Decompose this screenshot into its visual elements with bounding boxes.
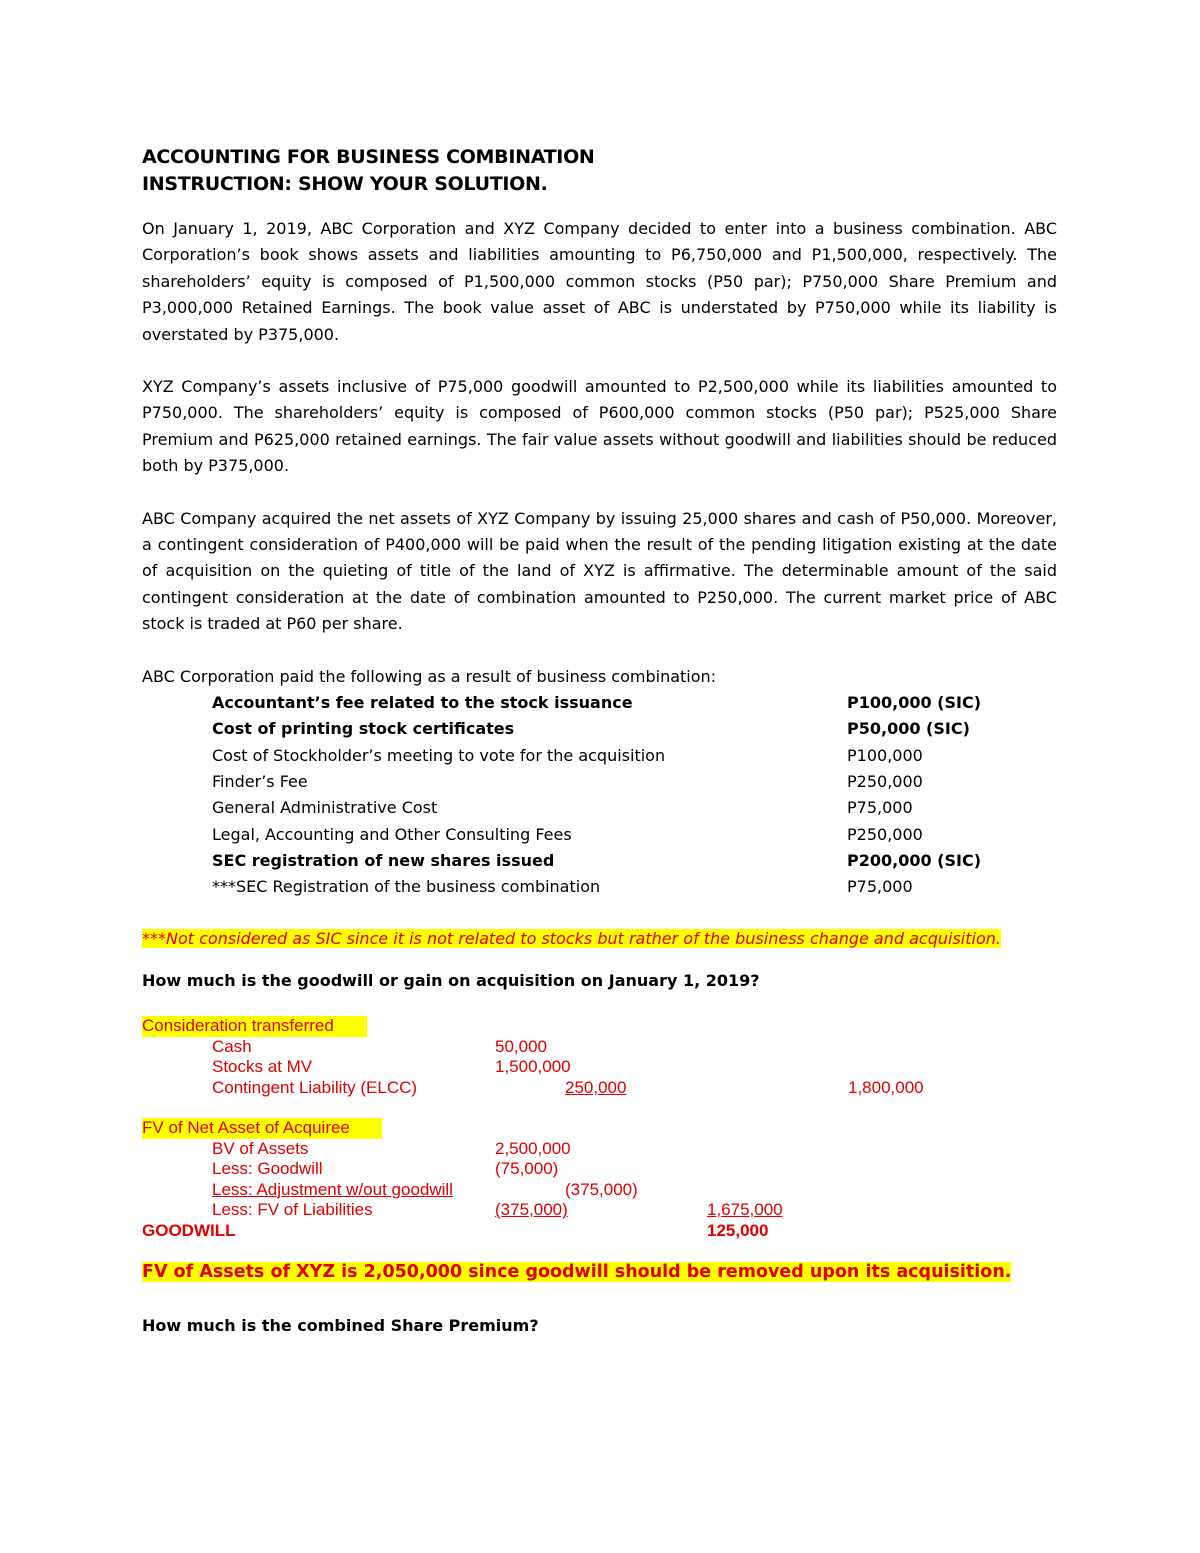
fee-amount: P75,000 xyxy=(847,798,913,818)
fee-label: Accountant’s fee related to the stock issuance xyxy=(212,693,633,713)
adjustment-value: (375,000) xyxy=(565,1179,638,1199)
calc-row xyxy=(142,1221,1057,1242)
fee-row xyxy=(212,795,1057,821)
fee-amount: P100,000 (SIC) xyxy=(847,693,982,713)
stocks-value: 1,500,000 xyxy=(495,1057,571,1077)
fee-amount: P75,000 xyxy=(847,877,913,897)
stocks-label: Stocks at MV xyxy=(212,1057,313,1077)
fee-row xyxy=(212,874,1057,900)
goodwill-computation xyxy=(142,1016,1057,1241)
instruction-line: INSTRUCTION: SHOW YOUR SOLUTION. xyxy=(142,173,548,195)
fv-liabilities-value: (375,000) xyxy=(495,1200,568,1220)
fee-label: SEC registration of new shares issued xyxy=(212,850,555,870)
fee-amount: P250,000 xyxy=(847,771,923,791)
calc-row xyxy=(142,1159,1057,1180)
goodwill-label: GOODWILL xyxy=(142,1220,236,1240)
calc-row xyxy=(142,1078,1057,1099)
fee-row xyxy=(212,848,1057,874)
consideration-total: 1,800,000 xyxy=(848,1077,924,1097)
less-goodwill-value: (75,000) xyxy=(495,1159,559,1179)
fv-assets-callout xyxy=(142,1259,1057,1285)
fees-list xyxy=(212,690,1057,900)
document-body xyxy=(142,144,1057,1339)
adjustment-label: Less: Adjustment w/out goodwill xyxy=(212,1179,453,1199)
question-share-premium: How much is the combined Share Premium? xyxy=(142,1316,539,1336)
paragraph-xyz-details: XYZ Company’s assets inclusive of P75,000 goodwill amounted to P2,500,000 while its liabilities amounted to P750,000. The shareholders’ equity is composed of P600,000 common stocks (P50 par); P525,000 Share Premium and P625,000 retained earnings. The fair value assets without goodwill and liabilities should be reduced both by P375,000. xyxy=(142,377,1057,476)
contingent-value: 250,000 xyxy=(565,1077,627,1097)
fv-net-assets-total: 1,675,000 xyxy=(707,1200,783,1220)
cash-label: Cash xyxy=(212,1036,252,1056)
fee-amount: P200,000 (SIC) xyxy=(847,850,982,870)
calc-row xyxy=(142,1200,1057,1221)
fee-amount: P50,000 (SIC) xyxy=(847,719,970,739)
question-goodwill: How much is the goodwill or gain on acquisition on January 1, 2019? xyxy=(142,971,760,991)
document-title: ACCOUNTING FOR BUSINESS COMBINATION xyxy=(142,146,595,168)
bv-assets-label: BV of Assets xyxy=(212,1138,309,1158)
fee-label: Finder’s Fee xyxy=(212,771,308,791)
fee-amount: P100,000 xyxy=(847,745,923,765)
fee-row xyxy=(212,716,1057,742)
paragraph-acquisition-terms: ABC Company acquired the net assets of XYZ Company by issuing 25,000 shares and cash of P50,000. Moreover, a contingent consideration of P400,000 will be paid when the result of the pending litigation existing at the date of acquisition on the quieting of title of the land of XYZ is affirmative. The determinable amount of the said contingent consideration at the date of combination amounted to P250,000. The current market price of ABC stock is traded at P60 per share. xyxy=(142,508,1057,634)
calc-row xyxy=(142,1016,1057,1037)
sic-note xyxy=(142,926,1057,952)
goodwill-value: 125,000 xyxy=(707,1220,769,1240)
fees-intro: ABC Corporation paid the following as a result of business combination: xyxy=(142,666,717,686)
calc-row xyxy=(142,1118,1057,1139)
bv-assets-value: 2,500,000 xyxy=(495,1138,571,1158)
calc-row xyxy=(142,1180,1057,1201)
callout-text: FV of Assets of XYZ is 2,050,000 since goodwill should be removed upon its acquisition. xyxy=(142,1262,1012,1283)
fee-row xyxy=(212,743,1057,769)
fee-label: General Administrative Cost xyxy=(212,798,438,818)
cash-value: 50,000 xyxy=(495,1036,547,1056)
calc-row xyxy=(142,1037,1057,1058)
fee-amount: P250,000 xyxy=(847,824,923,844)
contingent-label: Contingent Liability (ELCC) xyxy=(212,1077,418,1097)
sic-note-text: ***Not considered as SIC since it is not related to stocks but rather of the business change and acquisition. xyxy=(142,929,1001,949)
fee-label: ***SEC Registration of the business combination xyxy=(212,877,601,897)
consideration-heading: Consideration transferred xyxy=(142,1016,367,1037)
fv-heading: FV of Net Asset of Acquiree xyxy=(142,1118,382,1139)
less-goodwill-label: Less: Goodwill xyxy=(212,1159,323,1179)
calc-row xyxy=(142,1057,1057,1078)
fee-row xyxy=(212,822,1057,848)
fee-label: Legal, Accounting and Other Consulting Fees xyxy=(212,824,572,844)
fee-label: Cost of Stockholder’s meeting to vote for the acquisition xyxy=(212,745,666,765)
fee-label: Cost of printing stock certificates xyxy=(212,719,515,739)
calc-row xyxy=(142,1139,1057,1160)
fee-row xyxy=(212,690,1057,716)
paragraph-abc-details: On January 1, 2019, ABC Corporation and XYZ Company decided to enter into a business combination. ABC Corporation’s book shows assets and liabilities amounting to P6,750,000 and P1,500,000, respectively. The shareholders’ equity is composed of P1,500,000 common stocks (P50 par); P750,000 Share Premium and P3,000,000 Retained Earnings. The book value asset of ABC is understated by P750,000 while its liability is overstated by P375,000. xyxy=(142,219,1057,344)
fv-liabilities-label: Less: FV of Liabilities xyxy=(212,1200,373,1220)
fee-row xyxy=(212,769,1057,795)
